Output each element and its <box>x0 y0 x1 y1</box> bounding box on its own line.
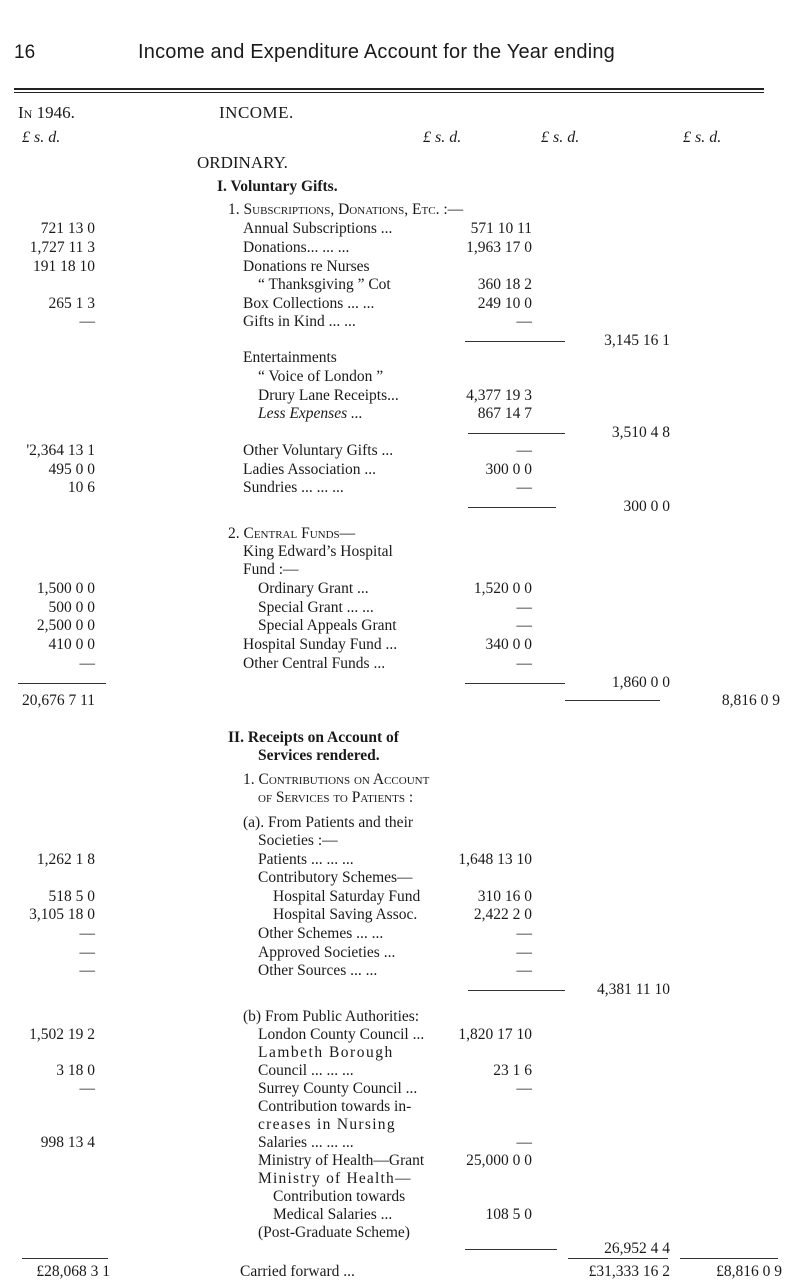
line-label: Medical Salaries ... <box>273 1206 393 1223</box>
line-label: Contribution towards in- <box>258 1098 412 1115</box>
line-label: Other Voluntary Gifts ... <box>243 442 394 459</box>
footer-prev-rule <box>22 1258 108 1259</box>
header-rule-top <box>14 88 764 90</box>
prev-amount: 3,105 18 0 <box>29 906 95 923</box>
line-amount: 1,820 17 10 <box>458 1026 532 1043</box>
line-amount: — <box>516 1134 532 1151</box>
footer-prev-total: £28,068 3 1 <box>36 1263 110 1280</box>
line-label: Surrey County Council ... <box>258 1080 418 1097</box>
line-amount: 867 14 7 <box>477 405 532 422</box>
line-amount: 340 0 0 <box>485 636 532 653</box>
patients-heading-2: Societies :— <box>258 832 338 849</box>
line-amount: 310 16 0 <box>477 888 532 905</box>
patients-heading: (a). From Patients and their <box>243 814 414 831</box>
line-amount: — <box>516 313 532 330</box>
prev-total-rule <box>18 683 106 684</box>
header-rule-bottom <box>14 92 764 93</box>
contributions-heading: 1. Contributions on Account <box>243 771 430 788</box>
line-label: London County Council ... <box>258 1026 425 1043</box>
prev-amount: 998 13 4 <box>40 1134 95 1151</box>
line-label: Hospital Sunday Fund ... <box>243 636 398 653</box>
line-label: Ministry of Health—Grant <box>258 1152 425 1169</box>
prev-amount: — <box>79 925 95 942</box>
subtotal-rule <box>465 341 565 342</box>
prev-amount: 265 1 3 <box>48 295 95 312</box>
line-label: Patients ... ... ... <box>258 851 354 868</box>
footer-col2-rule <box>568 1258 668 1259</box>
prev-amount: — <box>79 944 95 961</box>
line-label: Contributory Schemes— <box>258 869 413 886</box>
prev-amount: 410 0 0 <box>48 636 95 653</box>
line-amount: — <box>516 1080 532 1097</box>
subscriptions-heading: 1. Subscriptions, Donations, Etc. :— <box>228 201 464 218</box>
line-label: Contribution towards <box>273 1188 406 1205</box>
subtotal-rule <box>468 990 565 991</box>
prev-amount: — <box>79 1080 95 1097</box>
line-amount: — <box>516 925 532 942</box>
line-label: Donations re Nurses <box>243 258 370 275</box>
line-label: Other Schemes ... ... <box>258 925 384 942</box>
subtotal-rule <box>468 507 556 508</box>
prev-amount: 1,500 0 0 <box>36 580 95 597</box>
line-label: Annual Subscriptions ... <box>243 220 393 237</box>
prev-amount: 10 6 <box>67 479 95 496</box>
currency-header-col1: £ s. d. <box>423 129 462 146</box>
line-amount: 571 10 11 <box>470 220 532 237</box>
line-amount: 1,520 0 0 <box>473 580 532 597</box>
prev-total: 20,676 7 11 <box>21 692 95 709</box>
section-title-income: INCOME. <box>219 103 294 122</box>
subtotal-amount: 1,860 0 0 <box>611 674 670 691</box>
line-label: Less Expenses ... <box>258 405 363 422</box>
currency-header-col2: £ s. d. <box>541 129 580 146</box>
line-amount: 108 5 0 <box>485 1206 532 1223</box>
line-label: Lambeth Borough <box>258 1044 394 1061</box>
central-funds-subheading-2: Fund :— <box>243 561 299 578</box>
subtotal-rule <box>465 1249 557 1250</box>
section-total: 8,816 0 9 <box>721 692 780 709</box>
line-label: Salaries ... ... ... <box>258 1134 354 1151</box>
line-label: Box Collections ... ... <box>243 295 375 312</box>
entertainments-heading: Entertainments <box>243 349 337 366</box>
footer-col3-rule <box>680 1258 778 1259</box>
running-title: Income and Expenditure Account for the Year ending <box>138 41 616 63</box>
currency-header-prev: £ s. d. <box>22 129 61 146</box>
receipts-heading: II. Receipts on Account of <box>228 729 399 746</box>
line-label: Special Appeals Grant <box>258 617 397 634</box>
prev-amount: — <box>79 655 95 672</box>
line-amount: 4,377 19 3 <box>466 387 532 404</box>
voluntary-gifts-heading: I. Voluntary Gifts. <box>217 178 338 195</box>
public-authorities-heading: (b) From Public Authorities: <box>243 1008 420 1025</box>
line-amount: 1,963 17 0 <box>466 239 532 256</box>
prev-amount: 1,727 11 3 <box>29 239 95 256</box>
subtotal-amount: 26,952 4 4 <box>604 1240 670 1257</box>
prev-amount: 1,262 1 8 <box>36 851 95 868</box>
line-label: Ministry of Health— <box>258 1170 412 1187</box>
prev-amount: — <box>79 962 95 979</box>
line-amount: — <box>516 442 532 459</box>
prev-amount: 3 18 0 <box>56 1062 95 1079</box>
subtotal-amount: 300 0 0 <box>623 498 670 515</box>
prev-amount: 518 5 0 <box>48 888 95 905</box>
contributions-heading-2: of Services to Patients : <box>258 789 414 806</box>
footer-col2-total: £31,333 16 2 <box>588 1263 670 1280</box>
line-amount: 249 10 0 <box>477 295 532 312</box>
line-amount: 360 18 2 <box>477 276 532 293</box>
line-label: Ladies Association ... <box>243 461 377 478</box>
line-amount: — <box>516 944 532 961</box>
central-funds-heading: 2. Central Funds— <box>228 525 356 542</box>
line-amount: — <box>516 479 532 496</box>
prev-amount: 1,502 19 2 <box>29 1026 95 1043</box>
entertainments-subheading: “ Voice of London ” <box>258 368 384 385</box>
line-label: Hospital Saving Assoc. <box>273 906 418 923</box>
line-amount: 25,000 0 0 <box>466 1152 532 1169</box>
line-label: Hospital Saturday Fund <box>273 888 421 905</box>
section-total-rule <box>565 700 660 701</box>
line-label: Drury Lane Receipts... <box>258 387 399 404</box>
carried-forward-label: Carried forward ... <box>240 1263 355 1280</box>
line-label: Donations... ... ... <box>243 239 350 256</box>
prev-amount: — <box>79 313 95 330</box>
prev-amount: '2,364 13 1 <box>26 442 95 459</box>
line-label: Approved Societies ... <box>258 944 396 961</box>
subtotal-amount: 4,381 11 10 <box>596 981 670 998</box>
line-amount: — <box>516 617 532 634</box>
line-label: Sundries ... ... ... <box>243 479 344 496</box>
prev-amount: 495 0 0 <box>48 461 95 478</box>
line-amount: 2,422 2 0 <box>473 906 532 923</box>
prev-amount: 191 18 10 <box>33 258 95 275</box>
line-label: Other Sources ... ... <box>258 962 378 979</box>
subtotal-rule <box>465 683 565 684</box>
prev-amount: 721 13 0 <box>40 220 95 237</box>
line-label: creases in Nursing <box>258 1116 396 1133</box>
prev-amount: 2,500 0 0 <box>36 617 95 634</box>
line-label: Gifts in Kind ... ... <box>243 313 356 330</box>
central-funds-subheading: King Edward’s Hospital <box>243 543 393 560</box>
line-amount: — <box>516 655 532 672</box>
ordinary-heading: ORDINARY. <box>197 153 288 172</box>
line-label: Special Grant ... ... <box>258 599 374 616</box>
line-label: Ordinary Grant ... <box>258 580 369 597</box>
subtotal-rule <box>468 433 565 434</box>
line-label: “ Thanksgiving ” Cot <box>258 276 391 293</box>
prev-year-label: In 1946. <box>18 103 75 122</box>
prev-amount: 500 0 0 <box>48 599 95 616</box>
line-label: Council ... ... ... <box>258 1062 354 1079</box>
line-amount: 23 1 6 <box>493 1062 532 1079</box>
footer-col3-total: £8,816 0 9 <box>716 1263 782 1280</box>
subtotal-amount: 3,145 16 1 <box>604 332 670 349</box>
line-amount: — <box>516 962 532 979</box>
line-amount: 1,648 13 10 <box>458 851 532 868</box>
receipts-heading-2: Services rendered. <box>258 747 380 764</box>
line-amount: 300 0 0 <box>485 461 532 478</box>
line-label: (Post-Graduate Scheme) <box>258 1224 410 1241</box>
currency-header-col3: £ s. d. <box>683 129 722 146</box>
line-amount: — <box>516 599 532 616</box>
line-label: Other Central Funds ... <box>243 655 386 672</box>
subtotal-amount: 3,510 4 8 <box>611 424 670 441</box>
page-number: 16 <box>14 42 36 63</box>
